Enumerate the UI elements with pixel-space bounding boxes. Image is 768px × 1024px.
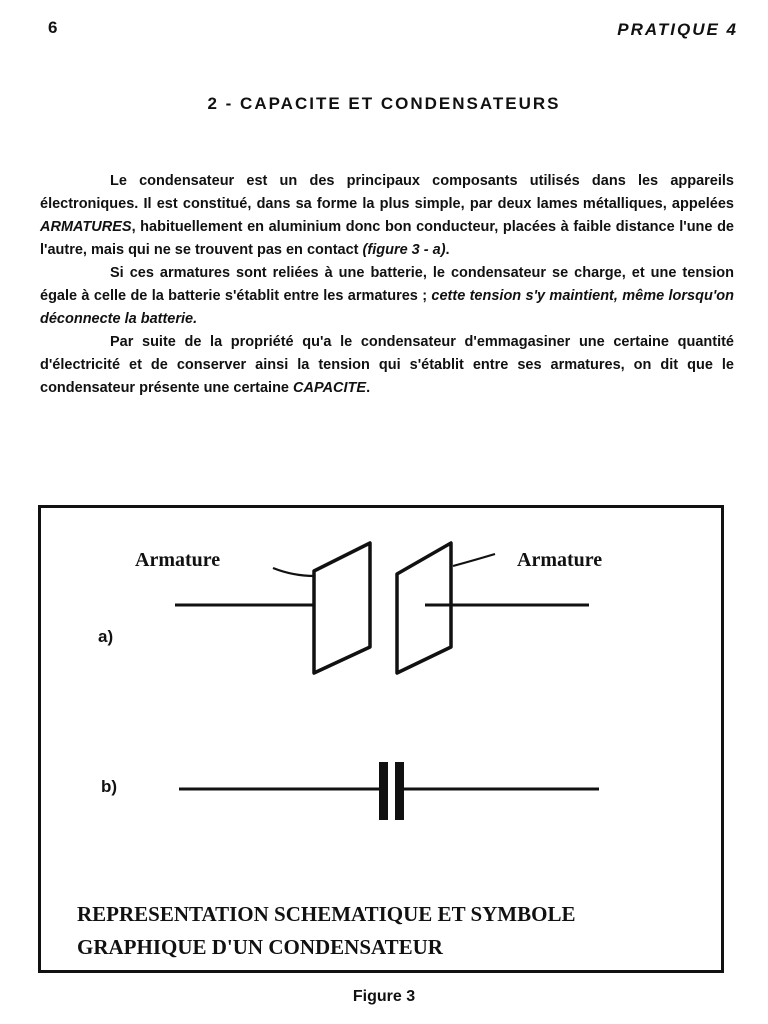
running-head: PRATIQUE 4: [617, 20, 738, 39]
caption-line-2: GRAPHIQUE D'UN CONDENSATEUR: [77, 935, 443, 959]
pointer-left: [273, 568, 315, 576]
p1-text-a: Le condensateur est un des principaux composants utilisés dans les appareils électroniques. Il est constitué, dans sa forme la plus simple, par deux lames métalliques, appelées: [40, 173, 734, 212]
figure-number: Figure 3: [352, 988, 416, 1005]
part-a-label: a): [98, 627, 114, 646]
paragraph-2: [40, 262, 734, 331]
paragraph-3: [40, 331, 734, 400]
figure-box: [38, 505, 724, 973]
section-title: 2 - CAPACITE ET CONDENSATEURS: [207, 94, 561, 113]
armature-label-left: Armature: [135, 549, 221, 571]
figure-caption: [77, 898, 575, 964]
p2-text-a: Si ces armatures sont reliées à une batterie, le condensateur se charge, et une tension égale à celle de la batterie s'établit entre les armatures ;: [40, 265, 734, 304]
pointer-right: [453, 554, 495, 566]
plate-left: [314, 543, 370, 673]
p1-text-c: , habituellement en aluminium donc bon conducteur, placées à faible distance l'une de l'autre, mais qui ne se trouvent pas en contact: [40, 219, 734, 258]
symbol-plate-right: [395, 762, 404, 820]
part-b-label: b): [101, 777, 118, 796]
plate-right: [397, 543, 451, 673]
p2-emphasis: cette tension s'y maintient, même lorsqu'on déconnecte la batterie.: [40, 288, 734, 327]
p3-capacite-term: CAPACITE: [293, 380, 367, 396]
page-number: 6: [48, 18, 58, 37]
p3-text-a: Par suite de la propriété qu'a le condensateur d'emmagasiner une certaine quantité d'électricité et de conserver ainsi la tension qui s'établit entre ses armatures, on dit que le condensateur présente une certaine: [40, 334, 734, 396]
body-text: [40, 170, 734, 400]
symbol-plate-left: [379, 762, 388, 820]
p1-armatures-term: ARMATURES: [40, 219, 132, 235]
p3-text-c: .: [366, 380, 371, 396]
p1-text-e: .: [445, 242, 450, 258]
caption-line-1: REPRESENTATION SCHEMATIQUE ET SYMBOLE: [77, 902, 576, 926]
p1-figure-ref: (figure 3 - a): [362, 242, 446, 258]
armature-label-right: Armature: [517, 549, 603, 571]
paragraph-1: [40, 170, 734, 262]
